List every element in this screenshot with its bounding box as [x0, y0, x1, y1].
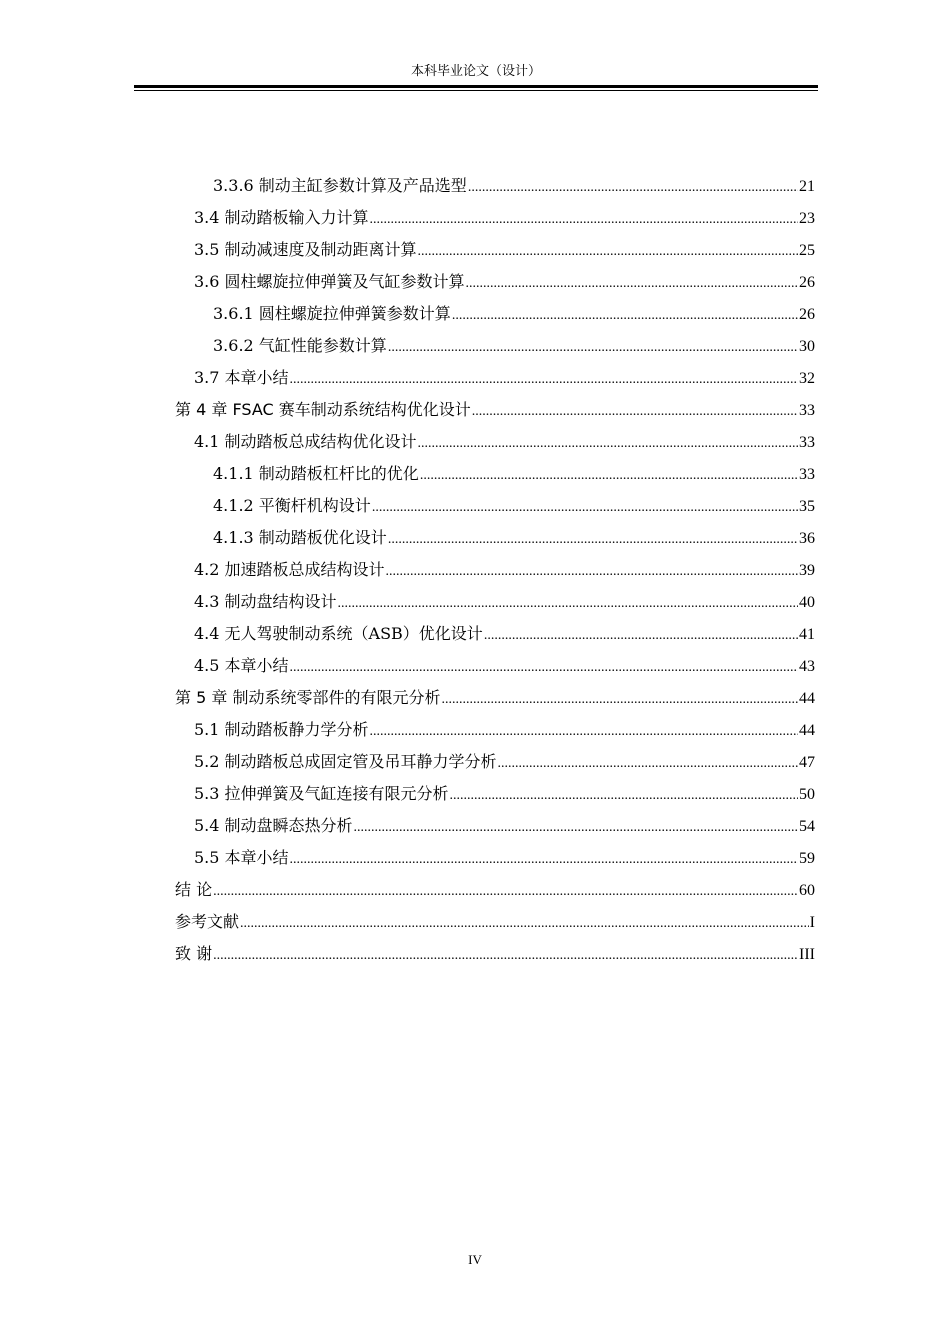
toc-entry[interactable] — [175, 362, 815, 394]
toc-entry-label: 5.3 拉伸弹簧及气缸连接有限元分析 — [194, 784, 449, 803]
toc-leader-dots — [388, 524, 798, 556]
toc-entry-page: III — [799, 946, 815, 963]
toc-leader-dots — [450, 780, 798, 812]
page-header: 本科毕业论文（设计） — [410, 64, 541, 79]
header-rule-thick — [134, 85, 818, 88]
toc-entry-label: 4.3 制动盘结构设计 — [194, 592, 337, 611]
toc-entry-page: 35 — [799, 498, 815, 515]
toc-leader-dots — [484, 620, 798, 652]
toc-leader-dots — [466, 268, 798, 300]
toc-entry[interactable] — [175, 682, 815, 714]
toc-entry-page: I — [809, 914, 815, 931]
toc-entry-page: 25 — [799, 242, 815, 259]
toc-leader-dots — [370, 716, 798, 748]
toc-entry-label: 4.1.1 制动踏板杠杆比的优化 — [213, 464, 419, 483]
toc-entry-label: 5.4 制动盘瞬态热分析 — [194, 816, 353, 835]
toc-entry-page: 26 — [799, 306, 815, 323]
toc-entry[interactable] — [175, 778, 815, 810]
toc-leader-dots — [354, 812, 798, 844]
toc-entry[interactable] — [175, 394, 815, 426]
toc-entry-page: 39 — [799, 562, 815, 579]
toc-entry-label: 3.4 制动踏板输入力计算 — [194, 208, 369, 227]
page-number: IV — [468, 1252, 482, 1267]
toc-entry-label: 3.6.1 圆柱螺旋拉伸弹簧参数计算 — [213, 304, 451, 323]
toc-entry[interactable] — [175, 810, 815, 842]
toc-entry-label: 5.1 制动踏板静力学分析 — [194, 720, 369, 739]
toc-entry-page: 60 — [799, 882, 815, 899]
toc-entry-page: 47 — [799, 754, 815, 771]
toc-entry[interactable] — [175, 522, 815, 554]
toc-entry[interactable] — [175, 746, 815, 778]
toc-entry[interactable] — [175, 650, 815, 682]
toc-entry-page: 50 — [799, 786, 815, 803]
toc-entry[interactable] — [175, 938, 815, 970]
header-rule-thin — [134, 90, 818, 91]
toc-entry-label: 结 论 — [175, 880, 213, 899]
toc-leader-dots — [388, 332, 798, 364]
toc-entry[interactable] — [175, 330, 815, 362]
toc-entry[interactable] — [175, 234, 815, 266]
toc-entry-label: 致 谢 — [175, 944, 213, 963]
toc-entry-page: 44 — [799, 722, 815, 739]
toc-leader-dots — [420, 460, 798, 492]
toc-entry-page: 41 — [799, 626, 815, 643]
toc-leader-dots — [418, 428, 798, 460]
toc-entry-label: 4.1 制动踏板总成结构优化设计 — [194, 432, 417, 451]
toc-entry-page: 40 — [799, 594, 815, 611]
toc-entry[interactable] — [175, 842, 815, 874]
toc-entry[interactable] — [175, 618, 815, 650]
toc-entry-page: 23 — [799, 210, 815, 227]
toc-entry-page: 54 — [799, 818, 815, 835]
toc-leader-dots — [498, 748, 798, 780]
toc-leader-dots — [472, 396, 798, 428]
toc-leader-dots — [372, 492, 798, 524]
toc-entry-label: 3.6.2 气缸性能参数计算 — [213, 336, 387, 355]
toc-leader-dots — [213, 940, 798, 972]
toc-entry-page: 21 — [799, 178, 815, 195]
toc-entry-page: 43 — [799, 658, 815, 675]
toc-entry[interactable] — [175, 490, 815, 522]
toc-entry-page: 33 — [799, 466, 815, 483]
toc-entry-page: 33 — [799, 402, 815, 419]
toc-entry[interactable] — [175, 586, 815, 618]
toc-leader-dots — [338, 588, 798, 620]
toc-entry-label: 5.5 本章小结 — [194, 848, 289, 867]
toc-entry-page: 36 — [799, 530, 815, 547]
toc-leader-dots — [290, 844, 798, 876]
toc-leader-dots — [452, 300, 798, 332]
toc-entry-label: 3.7 本章小结 — [194, 368, 289, 387]
toc-leader-dots — [468, 172, 798, 204]
toc-entry-label: 4.2 加速踏板总成结构设计 — [194, 560, 385, 579]
toc-leader-dots — [240, 908, 809, 940]
toc-leader-dots — [418, 236, 798, 268]
toc-entry-page: 32 — [799, 370, 815, 387]
toc-entry-label: 4.1.2 平衡杆机构设计 — [213, 496, 371, 515]
toc-entry[interactable] — [175, 554, 815, 586]
toc-entry[interactable] — [175, 714, 815, 746]
toc-leader-dots — [370, 204, 798, 236]
toc-entry-label: 参考文献 — [175, 912, 240, 931]
toc-entry-page: 44 — [799, 690, 815, 707]
toc-entry-label: 4.5 本章小结 — [194, 656, 289, 675]
toc-entry-label: 第 5 章 制动系统零部件的有限元分析 — [175, 688, 441, 707]
toc-entry[interactable] — [175, 874, 815, 906]
toc-entry[interactable] — [175, 458, 815, 490]
toc-leader-dots — [441, 684, 798, 716]
toc-entry-label: 4.1.3 制动踏板优化设计 — [213, 528, 387, 547]
toc-entry[interactable] — [175, 426, 815, 458]
toc-entry[interactable] — [175, 170, 815, 202]
table-of-contents — [175, 170, 815, 970]
toc-entry-label: 3.3.6 制动主缸参数计算及产品选型 — [213, 176, 467, 195]
toc-entry-page: 59 — [799, 850, 815, 867]
toc-entry-label: 3.5 制动减速度及制动距离计算 — [194, 240, 417, 259]
toc-entry-label: 5.2 制动踏板总成固定管及吊耳静力学分析 — [194, 752, 497, 771]
toc-entry-page: 30 — [799, 338, 815, 355]
toc-entry-page: 33 — [799, 434, 815, 451]
toc-leader-dots — [290, 652, 798, 684]
toc-leader-dots — [213, 876, 798, 908]
toc-entry[interactable] — [175, 906, 815, 938]
toc-entry-page: 26 — [799, 274, 815, 291]
toc-entry[interactable] — [175, 202, 815, 234]
toc-entry-label: 第 4 章 FSAC 赛车制动系统结构优化设计 — [175, 400, 471, 419]
toc-leader-dots — [386, 556, 798, 588]
toc-entry-label: 3.6 圆柱螺旋拉伸弹簧及气缸参数计算 — [194, 272, 465, 291]
toc-leader-dots — [290, 364, 798, 396]
toc-entry[interactable] — [175, 266, 815, 298]
toc-entry[interactable] — [175, 298, 815, 330]
toc-entry-label: 4.4 无人驾驶制动系统（ASB）优化设计 — [194, 624, 483, 643]
